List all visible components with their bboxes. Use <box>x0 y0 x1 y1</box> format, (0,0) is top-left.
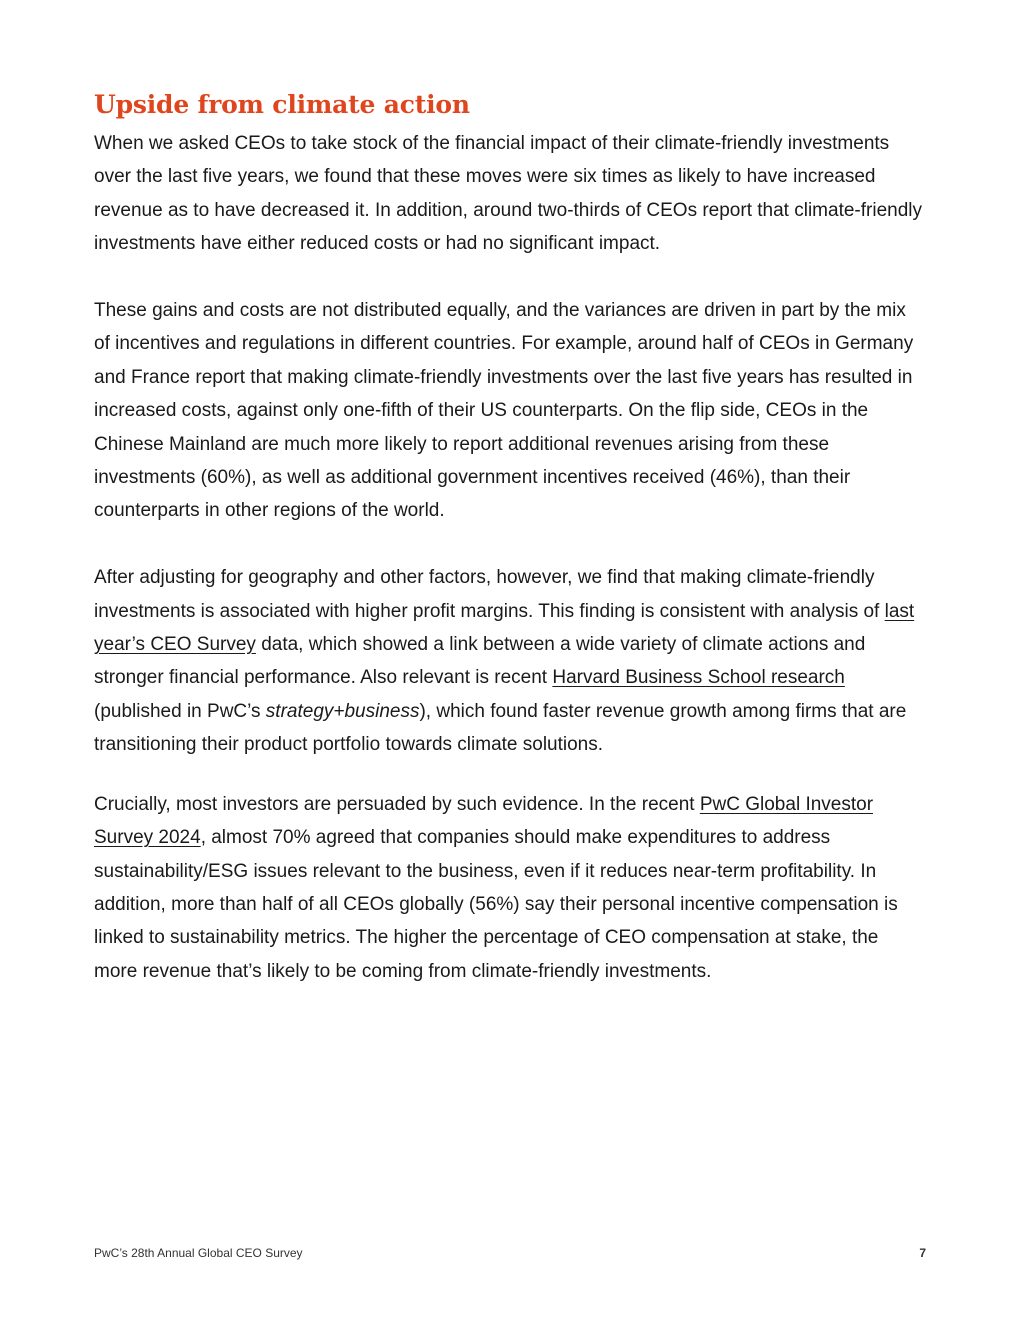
harvard-research-link[interactable]: Harvard Business School research <box>552 667 845 689</box>
ceo-survey-link[interactable]: last year’s CEO Survey <box>94 600 915 656</box>
paragraph-3-text-2: data, which showed a link between a wide variety of climate actions and stronger financial performance. Also relevant is recent <box>94 634 866 689</box>
paragraph-2: These gains and costs are not distributed equally, and the variances are driven in part by the mix of incentives and regulations in different countries. For example, around half of CEOs in Germany and France report that making climate-friendly investments over the last five years has resulted in increased costs, against only one-fifth of their US counterparts. On the flip side, CEOs in the Chinese Mainland are much more likely to report additional revenues arising from these investments (60%), as well as additional government incentives received (46%), than their counterparts in other regions of the world. <box>94 300 914 522</box>
paragraph-3-text-3: (published in PwC’s <box>94 700 266 722</box>
paragraph-1: When we asked CEOs to take stock of the financial impact of their climate-friendly investments over the last five years, we found that these moves were six times as likely to have increased revenue as to have decreased it. In addition, around two-thirds of CEOs report that climate-friendly investments have either reduced costs or had no significant impact. <box>94 133 922 255</box>
page-number: 7 <box>919 1246 926 1260</box>
publication-name: strategy+business <box>265 700 420 722</box>
page-footer <box>94 1244 926 1262</box>
paragraph-4-text-2: , almost 70% agreed that companies should make expenditures to address sustainability/ESG issues relevant to the business, even if it reduces near-term profitability. In addition, more than half of all CEOs globally (56%) say their personal incentive compensation is linked to sustainability metrics. The higher the percentage of CEO compensation at stake, the more revenue that’s likely to be coming from climate-friendly investments. <box>94 827 898 982</box>
footer-title: PwC’s 28th Annual Global CEO Survey <box>94 1246 303 1260</box>
section-heading: Upside from climate action <box>94 90 470 119</box>
paragraph-3 <box>94 561 926 761</box>
paragraph-4 <box>94 788 926 988</box>
paragraph-3-text-4: ), which found faster revenue growth among firms that are transitioning their product portfolio towards climate solutions. <box>94 700 907 756</box>
paragraph-4-text-1: Crucially, most investors are persuaded by such evidence. In the recent <box>94 793 700 815</box>
page-content <box>94 88 926 988</box>
investor-survey-link[interactable]: PwC Global Investor Survey 2024 <box>94 793 874 849</box>
paragraph-3-text-1: After adjusting for geography and other factors, however, we find that making climate-friendly investments is associated with higher profit margins. This finding is consistent with analysis of <box>94 567 885 622</box>
